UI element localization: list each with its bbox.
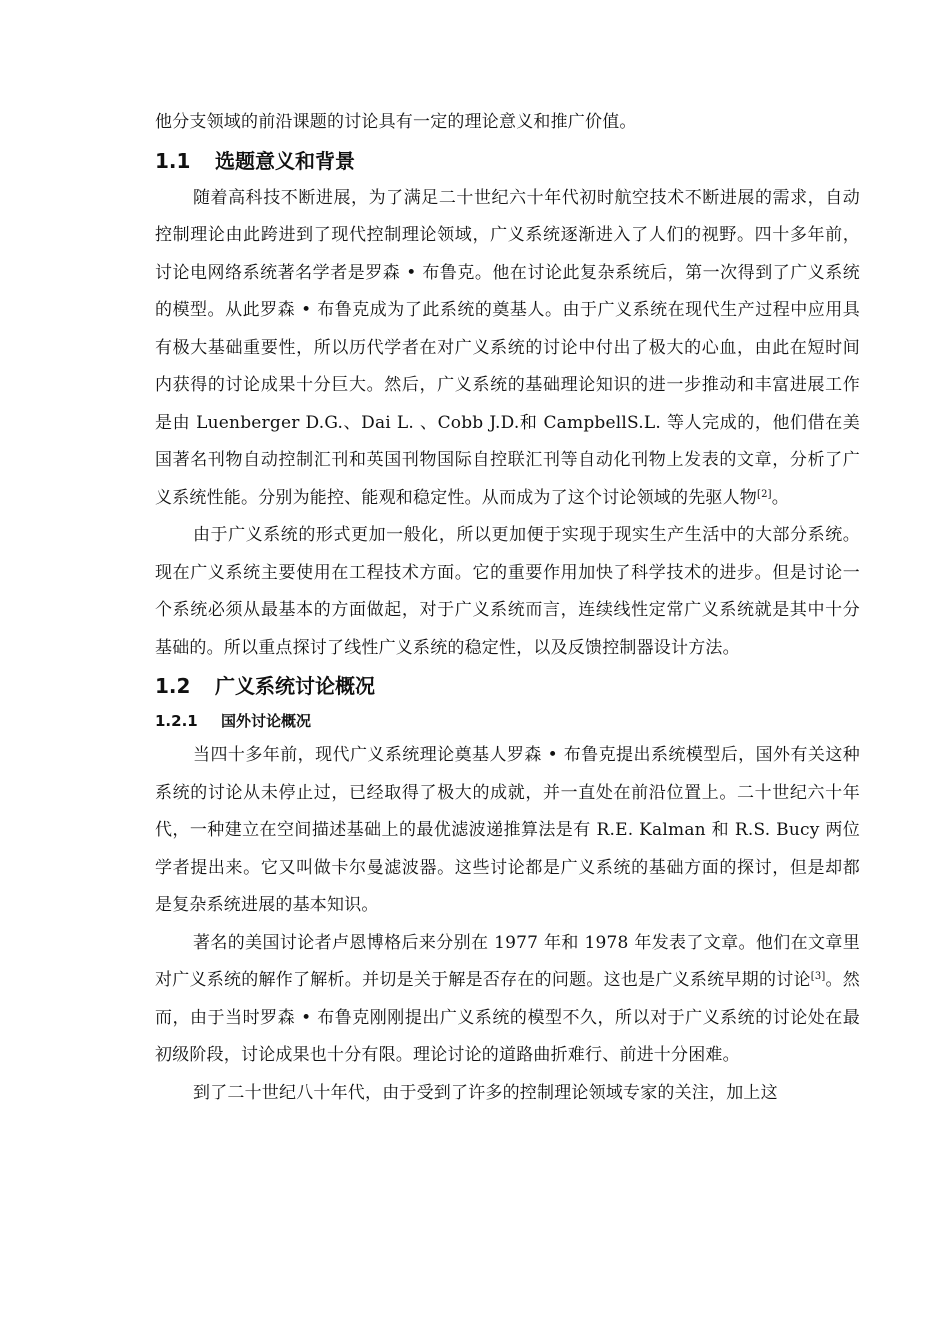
paragraph-text-end: 。 bbox=[771, 487, 789, 508]
paragraph-text: 著名的美国讨论者卢恩博格后来分别在 1977 年和 1978 年发表了文章。他们在文章里对广义系统的解作了解析。并切是关于解是否存在的问题。这也是广义系统早期的讨论 bbox=[155, 932, 860, 990]
paragraph-luenberger bbox=[155, 925, 860, 1075]
paragraph-text: 随着高科技不断进展，为了满足二十世纪六十年代初时航空技术不断进展的需求，自动控制理论由此跨进到了现代控制理论领域，广义系统逐渐进入了人们的视野。四十多年前，讨论电网络系统著名学者是罗森 • 布鲁克。他在讨论此复杂系统后，第一次得到了广义系统的模型。从此罗森 • 布鲁克成为了此系统的奠基人。由于广义系统在现代生产过程中应用具有极大基础重要性，所以历代学者在对广义系统的讨论中付出了极大的心血，由此在短时间内获得的讨论成果十分巨大。然后，广义系统的基础理论知识的进一步推动和丰富进展工作是由 Luenberger D.G.、Dai L. 、Cobb J.D.和 CampbellS.L. 等人完成的，他们借在美国著名刊物自动控制汇刊和英国刊物国际自控联汇刊等自动化刊物上发表的文章，分析了广义系统性能。分别为能控、能观和稳定性。从而成为了这个讨论领域的先驱人物 bbox=[155, 187, 860, 508]
paragraph-foreign-research: 当四十多年前，现代广义系统理论奠基人罗森 • 布鲁克提出系统模型后，国外有关这种系统的讨论从未停止过，已经取得了极大的成就，并一直处在前沿位置上。二十世纪六十年代，一种建立在空间描述基础上的最优滤波递推算法是有 R.E. Kalman 和 R.S. Bucy 两位学者提出来。它又叫做卡尔曼滤波器。这些讨论都是广义系统的基础方面的探讨，但是却都是复杂系统进展的基本知识。 bbox=[155, 745, 860, 915]
section-heading-1-1 bbox=[155, 142, 860, 180]
citation-ref: [2] bbox=[757, 488, 772, 500]
section-heading-1-2 bbox=[155, 667, 860, 705]
section-title: 广义系统讨论概况 bbox=[215, 674, 375, 698]
subsection-title: 国外讨论概况 bbox=[221, 712, 312, 730]
section-title: 选题意义和背景 bbox=[215, 148, 355, 173]
section-number: 1.2 bbox=[155, 674, 191, 698]
paragraph-generalization: 由于广义系统的形式更加一般化，所以更加便于实现于现实生产生活中的大部分系统。现在广义系统主要使用在工程技术方面。它的重要作用加快了科学技术的进步。但是讨论一个系统必须从最基本的方面做起，对于广义系统而言，连续线性定常广义系统就是其中十分基础的。所以重点探讨了线性广义系统的稳定性，以及反馈控制器设计方法。 bbox=[155, 525, 860, 658]
paragraph-text-rest: 。然而，由于当时罗森 • 布鲁克刚刚提出广义系统的模型不久，所以对于广义系统的讨论处在最初级阶段，讨论成果也十分有限。理论讨论的道路曲折难行、前进十分困难。 bbox=[155, 970, 860, 1065]
section-number: 1.1 bbox=[155, 148, 191, 173]
paragraph-continuation: 他分支领域的前沿课题的讨论具有一定的理论意义和推广价值。 bbox=[155, 112, 637, 132]
paragraph-eighties: 到了二十世纪八十年代，由于受到了许多的控制理论领域专家的关注，加上这 bbox=[193, 1082, 778, 1103]
document-page bbox=[155, 104, 860, 1112]
citation-ref: [3] bbox=[810, 971, 826, 982]
paragraph-background bbox=[155, 180, 860, 518]
subsection-heading-1-2-1 bbox=[155, 705, 860, 737]
subsection-number: 1.2.1 bbox=[155, 712, 198, 730]
